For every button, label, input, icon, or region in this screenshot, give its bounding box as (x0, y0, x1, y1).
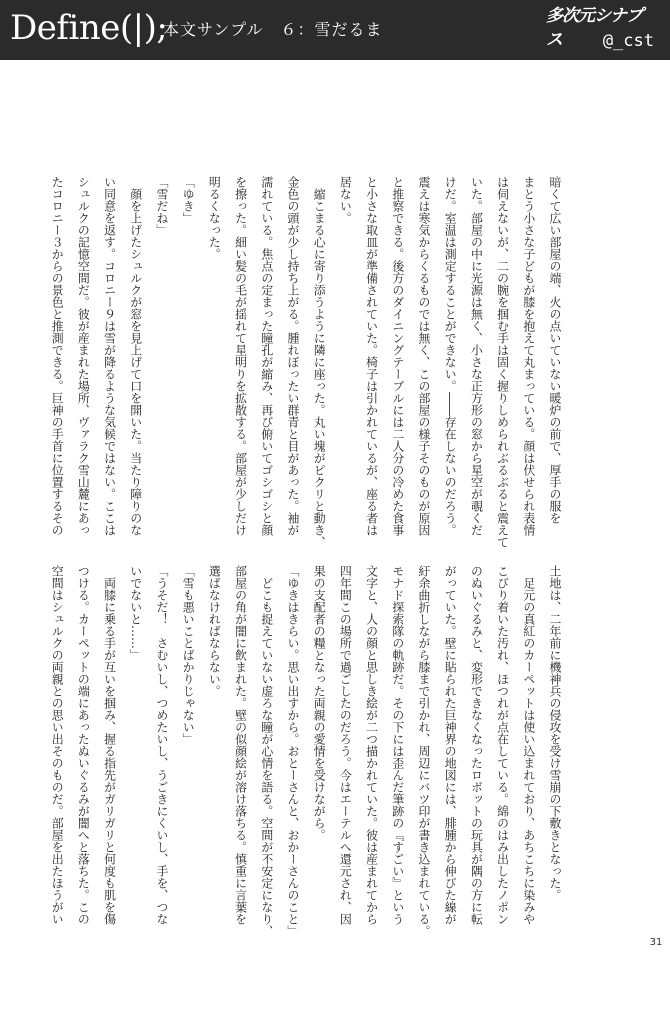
text-line: 果の支配者の糧となった両親の愛情を受けながら。 (312, 565, 327, 841)
text-line: 震えは寒気からくるものでは無く、この部屋の様子そのものが原因 (416, 176, 431, 536)
text-line: 暗くて広い部屋の端、火の点いていない暖炉の前で、厚手の服を (548, 176, 562, 524)
text-line: 足元の真紅のカーペットは使い込まれており、あちこちに染みや (521, 565, 536, 925)
text-line: いでないと……」 (128, 565, 143, 661)
text-line: い同意を返す。コロニー９は雪が降るような気候ではない。ここは (102, 176, 117, 536)
text-line: 「雪だね」 (154, 176, 169, 236)
text-line: 居ない。 (338, 176, 353, 224)
text-line: 縮こまる心に寄り添うように隣に座った。丸い塊がピクリと動き、 (312, 176, 327, 548)
text-line: 「ゆきはきらい。思い出すから。おとーさんと、おかーさんのこと」 (285, 565, 300, 937)
text-line: 「ゆき」 (181, 176, 196, 224)
body-text-bottom (44, 565, 568, 935)
text-line: 明るくなった。 (207, 176, 222, 260)
text-line: シュルクの記憶空間だ。彼が産まれた場所、ヴァラク雪山麓にあっ (76, 176, 91, 536)
text-line: 選ばなければならない。 (207, 565, 222, 697)
text-line: と推察できる。後方のダイニングテーブルには二人分の冷めた食事 (390, 176, 405, 536)
text-line: 紆余曲折しながら膝まで引かれ、周辺にバツ印が書き込まれている。 (416, 565, 431, 937)
text-line: 「雪も悪いことばかりじゃない」 (181, 565, 196, 745)
circle-logo: 多次元シナプス (546, 6, 642, 50)
text-line: 両膝に乗る手が互いを掴み、握る指先がガリガリと何度も肌を傷 (102, 565, 117, 925)
text-line: いた。部屋の中に光源は無く、小さな正方形の窓から星空が覗くだ (469, 176, 484, 536)
header-bar (0, 0, 670, 60)
text-line: どこも捉えていない虚ろな瞳が心情を語る。空間が不安定になり、 (259, 565, 274, 937)
book-title: Define(|); (10, 8, 168, 48)
circle-handle: @_cst (602, 31, 654, 51)
circle-brand (546, 4, 656, 56)
chapter-subtitle: 本文サンプル ６：雪だるま (163, 20, 383, 39)
text-line: 四年間この場所で過ごしたのだろう。今はエーテルへ還元され、因 (338, 565, 353, 925)
text-line: 「うそだ！ さむいし、つめたいし、うごきにくいし、手を、つな (154, 565, 169, 925)
text-line: つける。カーペットの端にあったぬいぐるみが闇へと落ちた。この (76, 565, 91, 925)
text-line: 空間はシュルクの両親との思い出そのものだ。部屋を出たほうがい (50, 565, 65, 925)
text-line: こびり着いた汚れ、ほつれが点在している。綿のはみ出したノポン (495, 565, 510, 925)
text-line: 濡れている。焦点の定まった瞳孔が縮み、再び俯いてゴシゴシと顔 (259, 176, 274, 536)
text-line: 土地は、二年前に機神兵の侵攻を受け雪崩の下敷きとなった。 (548, 565, 562, 901)
body-text-top (44, 176, 568, 546)
text-line: と小さな取皿が準備されていた。椅子は引かれているが、座る者は (364, 176, 379, 536)
text-line: モナド探索隊の軌跡だ。その下には歪んだ筆跡の『すごい』という (390, 565, 405, 925)
text-line: けだ。室温は測定することができない。――存在しないのだろう。 (443, 176, 458, 536)
text-line: がっていた。壁に貼られた巨神界の地図には、腓腫から伸びた線が (443, 565, 458, 925)
text-line: まとう小さな子どもが膝を抱えて丸まっている。顔は伏せられ表情 (521, 176, 536, 536)
text-line: 顔を上げたシュルクが窓を見上げて口を開いた。当たり障りのな (128, 176, 143, 536)
page-number: 31 (649, 937, 663, 948)
text-line: のぬいぐるみと、変形できなくなったロボットの玩具が隅の方に転 (469, 565, 484, 925)
text-line: たコロニー３からの景色と推測できる。巨神の手首に位置するその (50, 176, 65, 536)
text-line: は伺えないが、二の腕を掴む手は固く握りしめられぶるぶると震えて (495, 176, 510, 548)
text-line: を擦った。細い髪の毛が揺れて星明りを拡散する。部屋が少しだけ (233, 176, 248, 536)
text-line: 文字と、人の顔と思しき絵が二つ描かれていた。彼は産まれてから (364, 565, 379, 925)
text-line: 金色の頭が少し持ち上がる。腫れぼったい群青と目があった。袖が (285, 176, 300, 536)
text-line: 部屋の角が闇に飲まれた。壁の似顔絵が溶け落ちる。慎重に言葉を (233, 565, 248, 925)
